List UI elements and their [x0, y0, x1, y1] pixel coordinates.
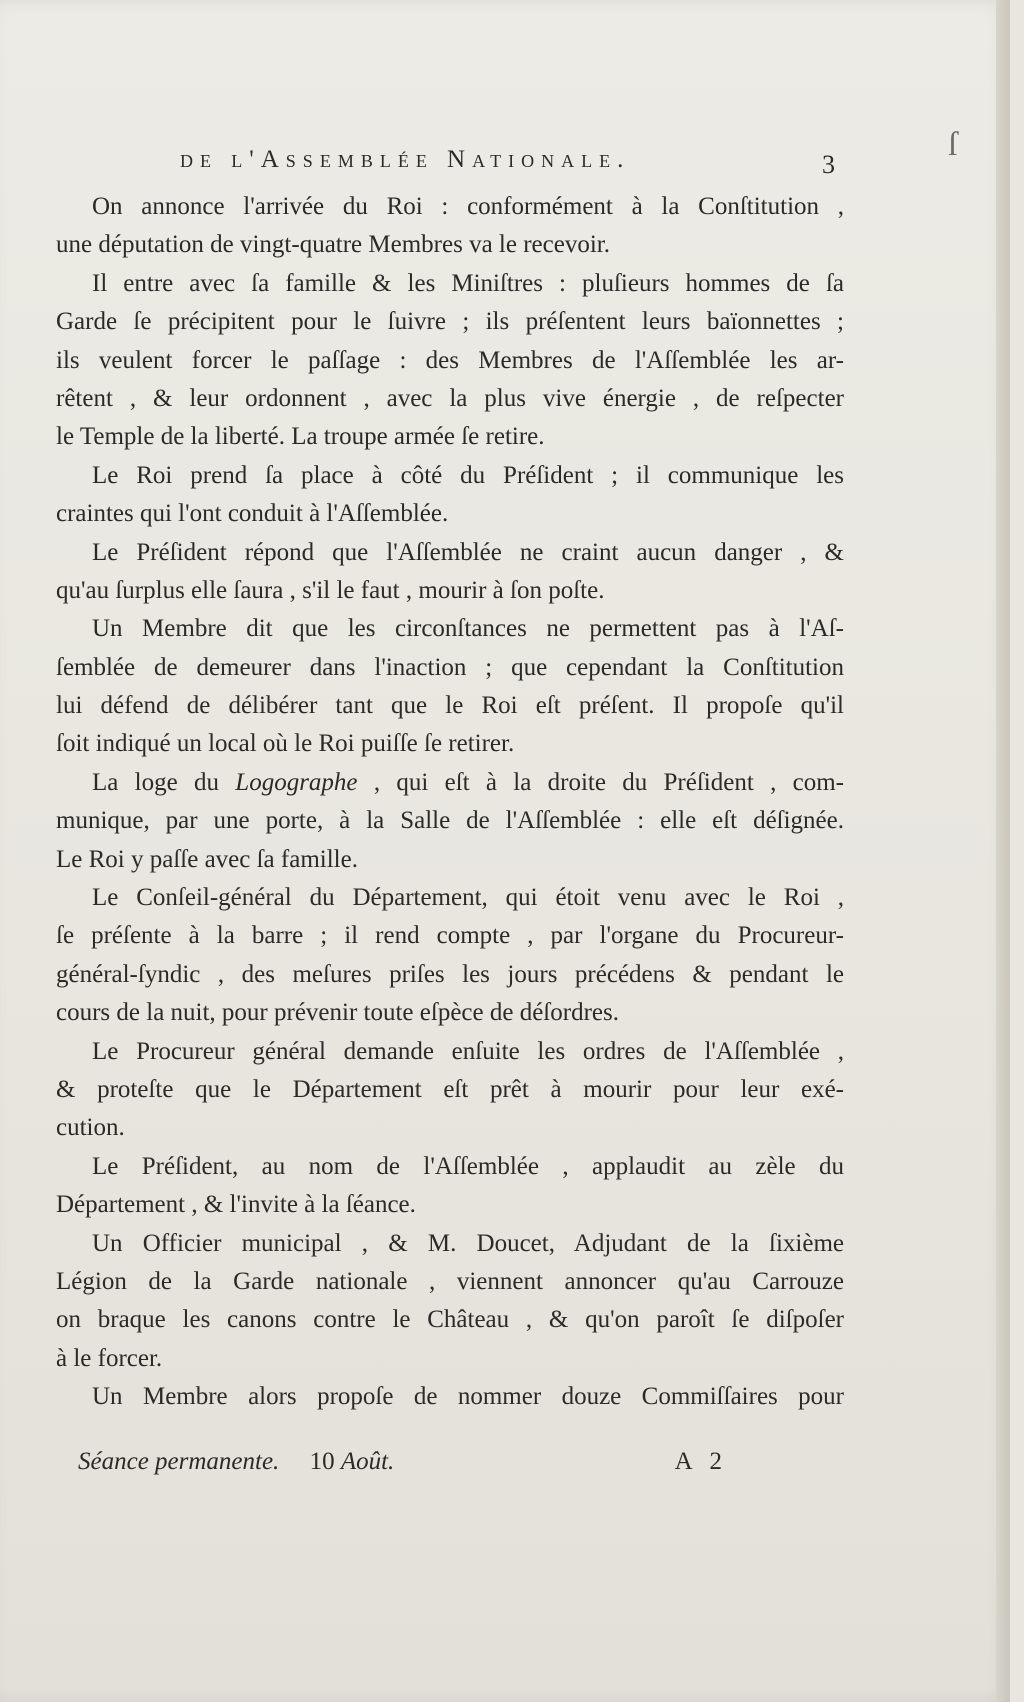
- signature-date: [310, 1448, 395, 1475]
- text-line: ſe préſente à la barre ; il rend compte , par l'organe du Procureur-: [56, 922, 844, 950]
- text-line: lui défend de délibérer tant que le Roi eſt préſent. Il propoſe qu'il: [56, 692, 844, 720]
- text-line: rêtent , & leur ordonnent , avec la plus vive énergie , de reſpecter: [56, 384, 844, 412]
- text-line: & proteſte que le Département eſt prêt à mourir pour leur exé-: [56, 1075, 844, 1103]
- signature-day: 10: [309, 1448, 335, 1475]
- text-line: craintes qui l'ont conduit à l'Aſſemblée.: [56, 500, 449, 528]
- text-line: Le Conſeil-général du Département, qui étoit venu avec le Roi ,: [92, 884, 844, 912]
- text-segment: , qui eſt à la droite du Préſident , com-: [357, 768, 844, 796]
- italic-term: Logographe: [235, 768, 358, 796]
- text-line: cution.: [56, 1114, 125, 1142]
- text-line: Le Roi prend ſa place à côté du Préſident ; il communique les: [92, 461, 844, 489]
- text-line: ſoit indiqué un local où le Roi puiſſe ſe retirer.: [56, 730, 515, 758]
- text-line: à le forcer.: [56, 1344, 163, 1372]
- text-line: [56, 764, 844, 802]
- running-header: de l'Assemblée Nationale.: [180, 146, 631, 173]
- text-line: Un Membre dit que les circonſtances ne permettent pas à l'Aſ-: [92, 615, 844, 643]
- body-text: [56, 188, 844, 1417]
- text-line: Le Préſident, au nom de l'Aſſemblée , applaudit au zèle du: [92, 1152, 844, 1180]
- text-line: Un Officier municipal , & M. Doucet, Adjudant de la ſixième: [92, 1229, 844, 1257]
- text-line: une députation de vingt-quatre Membres va le recevoir.: [56, 231, 610, 259]
- text-line: qu'au ſurplus elle ſaura , s'il le faut , mourir à ſon poſte.: [56, 576, 605, 604]
- text-line: cours de la nuit, pour prévenir toute eſpèce de déſordres.: [56, 999, 619, 1027]
- page-number: 3: [822, 150, 835, 179]
- signature-mark: A 2: [674, 1448, 728, 1475]
- ink-mark: ſ: [948, 126, 958, 163]
- text-line: munique, par une porte, à la Salle de l'Aſſemblée : elle eſt déſignée.: [56, 807, 844, 835]
- text-line: Le Roi y paſſe avec ſa famille.: [56, 845, 358, 873]
- text-line: le Temple de la liberté. La troupe armée ſe retire.: [56, 423, 545, 451]
- text-line: Légion de la Garde nationale , viennent annoncer qu'au Carrouze: [56, 1267, 844, 1295]
- text-line: Un Membre alors propoſe de nommer douze Commiſſaires pour: [92, 1383, 844, 1411]
- text-line: On annonce l'arrivée du Roi : conformément à la Conſtitution ,: [92, 193, 844, 220]
- signature-month: Août.: [340, 1448, 395, 1475]
- text-line: Le Préſident répond que l'Aſſemblée ne craint aucun danger , &: [92, 538, 844, 566]
- text-line: ſemblée de demeurer dans l'inaction ; que cependant la Conſtitution: [56, 653, 844, 681]
- text-line: Département , & l'invite à la ſéance.: [56, 1191, 416, 1219]
- signature-title: Séance permanente.: [78, 1448, 280, 1475]
- text-line: Garde ſe précipitent pour le ſuivre ; ils préſentent leurs baïonnettes ;: [56, 308, 844, 336]
- text-line: ils veulent forcer le paſſage : des Membres de l'Aſſemblée les ar-: [56, 346, 844, 374]
- text-line: on braque les canons contre le Château , & qu'on paroît ſe diſpoſer: [56, 1306, 844, 1334]
- page-edge: [996, 0, 1010, 1702]
- text-line: général-ſyndic , des meſures priſes les jours précédens & pendant le: [56, 960, 844, 988]
- text-line: Le Procureur général demande enſuite les ordres de l'Aſſemblée ,: [92, 1037, 844, 1065]
- text-segment: La loge du: [92, 768, 236, 796]
- page-footer: [78, 1448, 728, 1484]
- text-line: Il entre avec ſa famille & les Miniſtres : pluſieurs hommes de ſa: [92, 269, 844, 297]
